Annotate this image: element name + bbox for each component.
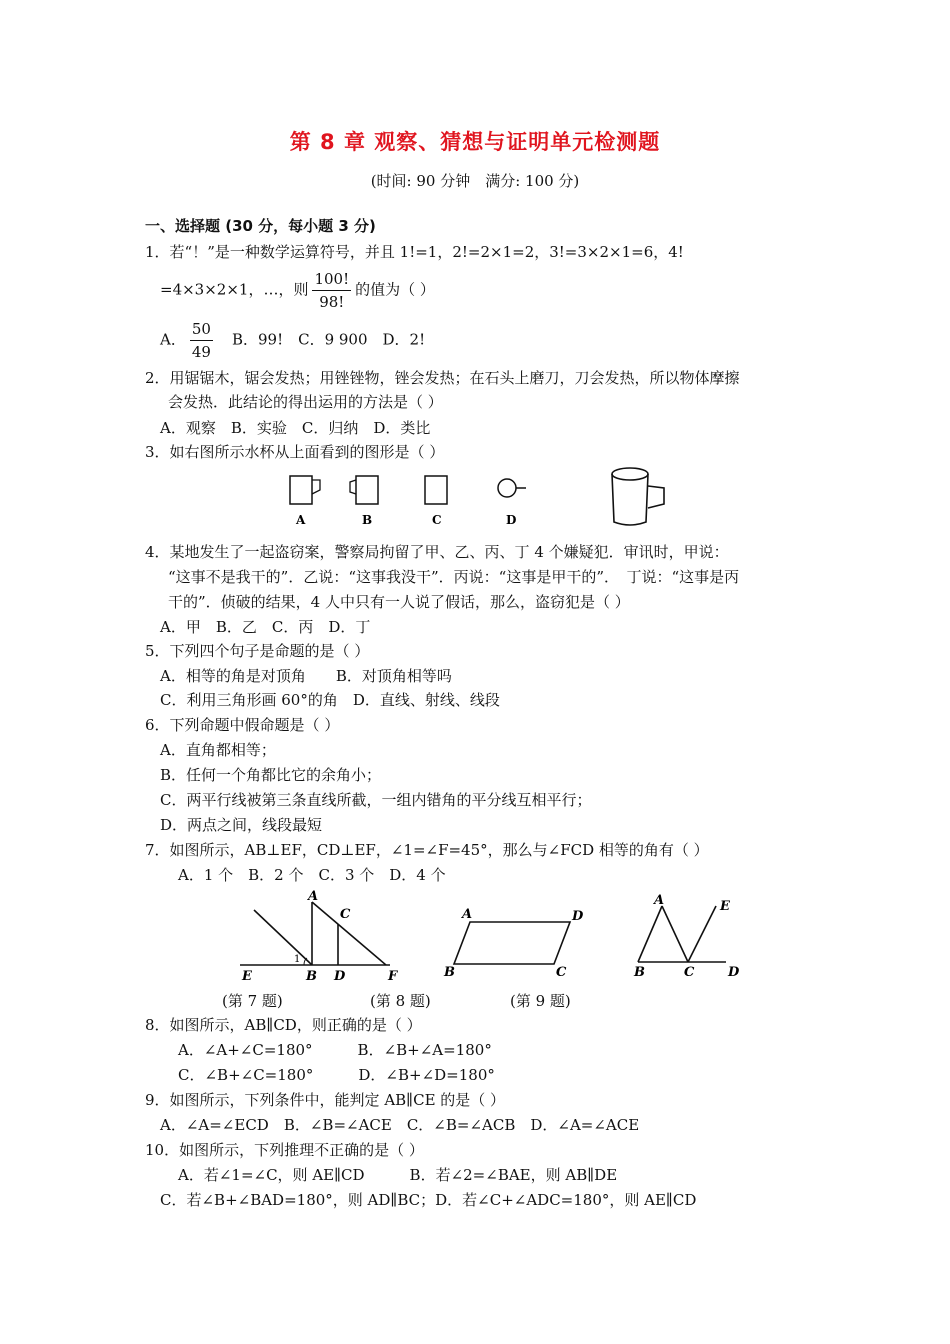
q1-fraction bbox=[312, 268, 351, 313]
f9-label-e: E bbox=[720, 899, 730, 914]
q6-option-d: D．两点之间，线段最短 bbox=[160, 816, 323, 834]
f9-label-a: A bbox=[654, 893, 665, 908]
q5-options-ab: A．相等的角是对顶角 B．对顶角相等吗 bbox=[160, 667, 452, 685]
q1-line1: 1．若“！”是一种数学运算符号，并且 1!=1，2!=2×1=2，3!=3×2×1=6，4! bbox=[145, 243, 684, 261]
q1-opt-rest: B．99! C．9 900 D．2! bbox=[231, 330, 426, 349]
q8-options-ab: A．∠A+∠C=180° B．∠B+∠A=180° bbox=[178, 1041, 492, 1059]
q1-frac-num: 100! bbox=[312, 268, 351, 291]
page-title: 第 8 章 观察、猜想与证明单元检测题 bbox=[289, 130, 661, 154]
q5-line1: 5．下列四个句子是命题的是（ ） bbox=[145, 642, 370, 660]
f7-label-d: D bbox=[334, 969, 346, 984]
q4-line3: 干的”．侦破的结果，4 人中只有一人说了假话，那么，盗窃犯是（ ） bbox=[168, 593, 630, 611]
q10-options-ab: A．若∠1=∠C，则 AE∥CD B．若∠2=∠BAE，则 AB∥DE bbox=[178, 1166, 618, 1184]
geometry-figures bbox=[230, 890, 770, 985]
q3-figure bbox=[280, 464, 680, 534]
q5-options-cd: C．利用三角形画 60°的角 D．直线、射线、线段 bbox=[160, 691, 500, 709]
q4-line2: “这事不是我干的”．乙说：“这事我没干”．丙说：“这事是甲干的”． 丁说：“这事是丙 bbox=[168, 568, 740, 586]
q9-options: A．∠A=∠ECD B．∠B=∠ACE C．∠B=∠ACB D．∠A=∠ACE bbox=[160, 1116, 640, 1134]
exam-info: (时间: 90 分钟 满分: 100 分) bbox=[370, 172, 580, 190]
q2-options: A．观察 B．实验 C．归纳 D．类比 bbox=[160, 419, 431, 437]
section-heading: 一、选择题 (30 分，每小题 3 分) bbox=[145, 217, 376, 235]
f9-label-c: C bbox=[684, 965, 695, 980]
mug-illustration bbox=[612, 468, 664, 525]
f8-label-b: B bbox=[444, 965, 455, 980]
option-d-label: D bbox=[506, 513, 517, 527]
q1-suffix: 的值为（ ） bbox=[355, 280, 435, 299]
q9-line1: 9．如图所示，下列条件中，能判定 AB∥CE 的是（ ） bbox=[145, 1091, 506, 1109]
f8-label-c: C bbox=[556, 965, 567, 980]
q6-option-b: B．任何一个角都比它的余角小； bbox=[160, 766, 382, 784]
q6-option-a: A．直角都相等； bbox=[160, 741, 276, 759]
q10-line1: 10．如图所示，下列推理不正确的是（ ） bbox=[145, 1141, 424, 1159]
figure-9-caption: (第 9 题) bbox=[510, 992, 571, 1010]
q1-opt-a: A． bbox=[160, 330, 186, 349]
q7-options: A．1 个 B．2 个 C．3 个 D．4 个 bbox=[178, 866, 446, 884]
q2-line2: 会发热．此结论的得出运用的方法是（ ） bbox=[168, 393, 443, 411]
figure-8-caption: (第 8 题) bbox=[370, 992, 431, 1010]
q8-options-cd: C．∠B+∠C=180° D．∠B+∠D=180° bbox=[178, 1066, 495, 1084]
q10-options-cd: C．若∠B+∠BAD=180°，则 AD∥BC；D．若∠C+∠ADC=180°，则 AE∥CD bbox=[160, 1191, 697, 1209]
option-a-label: A bbox=[296, 513, 306, 527]
figure-8 bbox=[443, 907, 584, 980]
option-b-shape bbox=[350, 476, 378, 504]
f8-label-a: A bbox=[462, 907, 473, 922]
q1-options bbox=[160, 318, 425, 363]
q8-line1: 8．如图所示，AB∥CD，则正确的是（ ） bbox=[145, 1016, 422, 1034]
figure-7 bbox=[240, 890, 398, 984]
option-c-shape bbox=[425, 476, 447, 504]
figure-9 bbox=[633, 893, 740, 980]
q1-line2 bbox=[160, 268, 435, 313]
f9-label-b: B bbox=[634, 965, 645, 980]
q7-line1: 7．如图所示，AB⊥EF，CD⊥EF，∠1=∠F=45°，那么与∠FCD 相等的角有（ ） bbox=[145, 841, 709, 859]
f7-label-e: E bbox=[242, 969, 252, 984]
f7-angle-1: 1 bbox=[294, 954, 301, 965]
q6-line1: 6．下列命题中假命题是（ ） bbox=[145, 716, 340, 734]
q1-opt-a-num: 50 bbox=[190, 318, 213, 341]
f9-label-d: D bbox=[728, 965, 740, 980]
f7-label-b: B bbox=[306, 969, 317, 984]
f7-label-a: A bbox=[308, 890, 319, 904]
option-a-shape bbox=[290, 476, 320, 504]
q1-opt-a-fraction bbox=[190, 318, 213, 363]
f7-label-c: C bbox=[340, 907, 351, 922]
q4-options: A．甲 B．乙 C．丙 D．丁 bbox=[160, 618, 371, 636]
q6-option-c: C．两平行线被第三条直线所截，一组内错角的平分线互相平行； bbox=[160, 791, 592, 809]
f8-label-d: D bbox=[572, 909, 584, 924]
q4-line1: 4．某地发生了一起盗窃案，警察局拘留了甲、乙、丙、丁 4 个嫌疑犯．审讯时，甲说： bbox=[145, 543, 729, 561]
q1-frac-den: 98! bbox=[319, 293, 345, 311]
q1-prefix: =4×3×2×1，…，则 bbox=[160, 280, 309, 299]
option-b-label: B bbox=[362, 513, 373, 527]
option-d-shape bbox=[498, 479, 526, 497]
q3-line1: 3．如右图所示水杯从上面看到的图形是（ ） bbox=[145, 443, 445, 461]
option-c-label: C bbox=[432, 513, 442, 527]
f7-label-f: F bbox=[388, 969, 398, 984]
q1-opt-a-den: 49 bbox=[191, 343, 211, 361]
q2-line1: 2．用锯锯木，锯会发热；用锉锉物，锉会发热；在石头上磨刀，刀会发热，所以物体摩擦 bbox=[145, 369, 740, 387]
figure-7-caption: (第 7 题) bbox=[222, 992, 283, 1010]
